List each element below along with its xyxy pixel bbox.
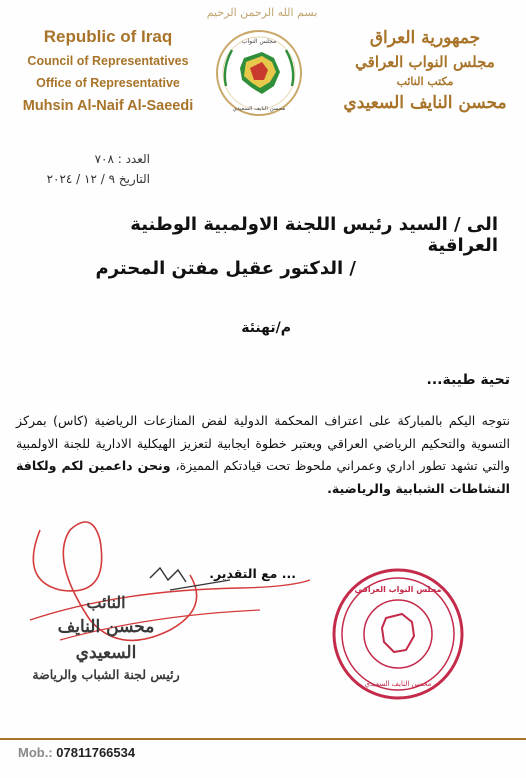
- addressee-line-2: / الدكتور عقيل مفتن المحترم: [95, 258, 356, 279]
- letterhead-ar-council: مجلس النواب العراقي: [355, 53, 495, 71]
- iraq-map-emblem-icon: [214, 28, 304, 118]
- letterhead-office: Office of Representative: [36, 76, 180, 90]
- footer-divider: [0, 738, 526, 740]
- letterhead-ar-country: جمهورية العراق: [369, 28, 481, 48]
- stamp-outer-text: مجلس النواب العراقي: [354, 585, 442, 594]
- mobile-number: 07811766534: [56, 745, 136, 760]
- stamp-inner-text: محسن النايف السعيدي: [364, 680, 432, 688]
- letter-subject: م/تهنئة: [241, 320, 291, 336]
- letterhead-ar-representative: محسن النايف السعيدي: [343, 93, 507, 113]
- letterhead-representative: Muhsin Al-Naif Al-Saeedi: [22, 98, 194, 114]
- addressee-line-1: الى / السيد رئيس اللجنة الاولمبية الوطنية العراقية: [130, 214, 498, 256]
- footer-mobile: [18, 745, 135, 760]
- letterhead-arabic: [336, 26, 514, 116]
- letter-number: العدد : ٧٠٨: [94, 152, 150, 166]
- letter-body-text: نتوجه اليكم بالمباركة على اعتراف المحكمة الدولية لفض المنازعات الرياضية (كاس) بمركز التسوية والتحكيم الرياضي العراقي ويعتبر خطوة ايجابية لتعزيز الهيكلية الادارية للجنة الاولمبية والتي تشهد تطور اداري وعمراني ملحوظ تحت قيادتكم المميزة،: [16, 413, 510, 473]
- signature-role: رئيس لجنة الشباب والرياضة: [32, 667, 180, 682]
- letter-body-support: ونحن داعمين لكم ولكافة النشاطات الشبابية والرياضية.: [16, 458, 510, 496]
- official-stamp-icon: [330, 566, 466, 702]
- mobile-label: Mob.:: [18, 745, 53, 760]
- signature-block: [26, 592, 186, 684]
- signature-name: محسن النايف السعيدي: [57, 617, 155, 663]
- letterhead-english: [18, 26, 198, 118]
- basmala: بسم الله الرحمن الرحيم: [206, 6, 318, 19]
- letter-date: التاريخ ٩ / ١٢ / ٢٠٢٤: [46, 172, 150, 186]
- letter-closing: ... مع التقدير.: [209, 566, 296, 581]
- letter-greeting: تحية طيبة...: [426, 372, 510, 388]
- signature-title: النائب: [86, 593, 126, 612]
- logo-top-text: مجلس النواب: [241, 38, 277, 45]
- letterhead-ar-office: مكتب النائب: [396, 75, 454, 88]
- letterhead-country: Republic of Iraq: [43, 27, 173, 46]
- logo-bottom-text: محسن النايف السعيدي: [232, 106, 286, 112]
- letterhead-council: Council of Representatives: [27, 54, 189, 68]
